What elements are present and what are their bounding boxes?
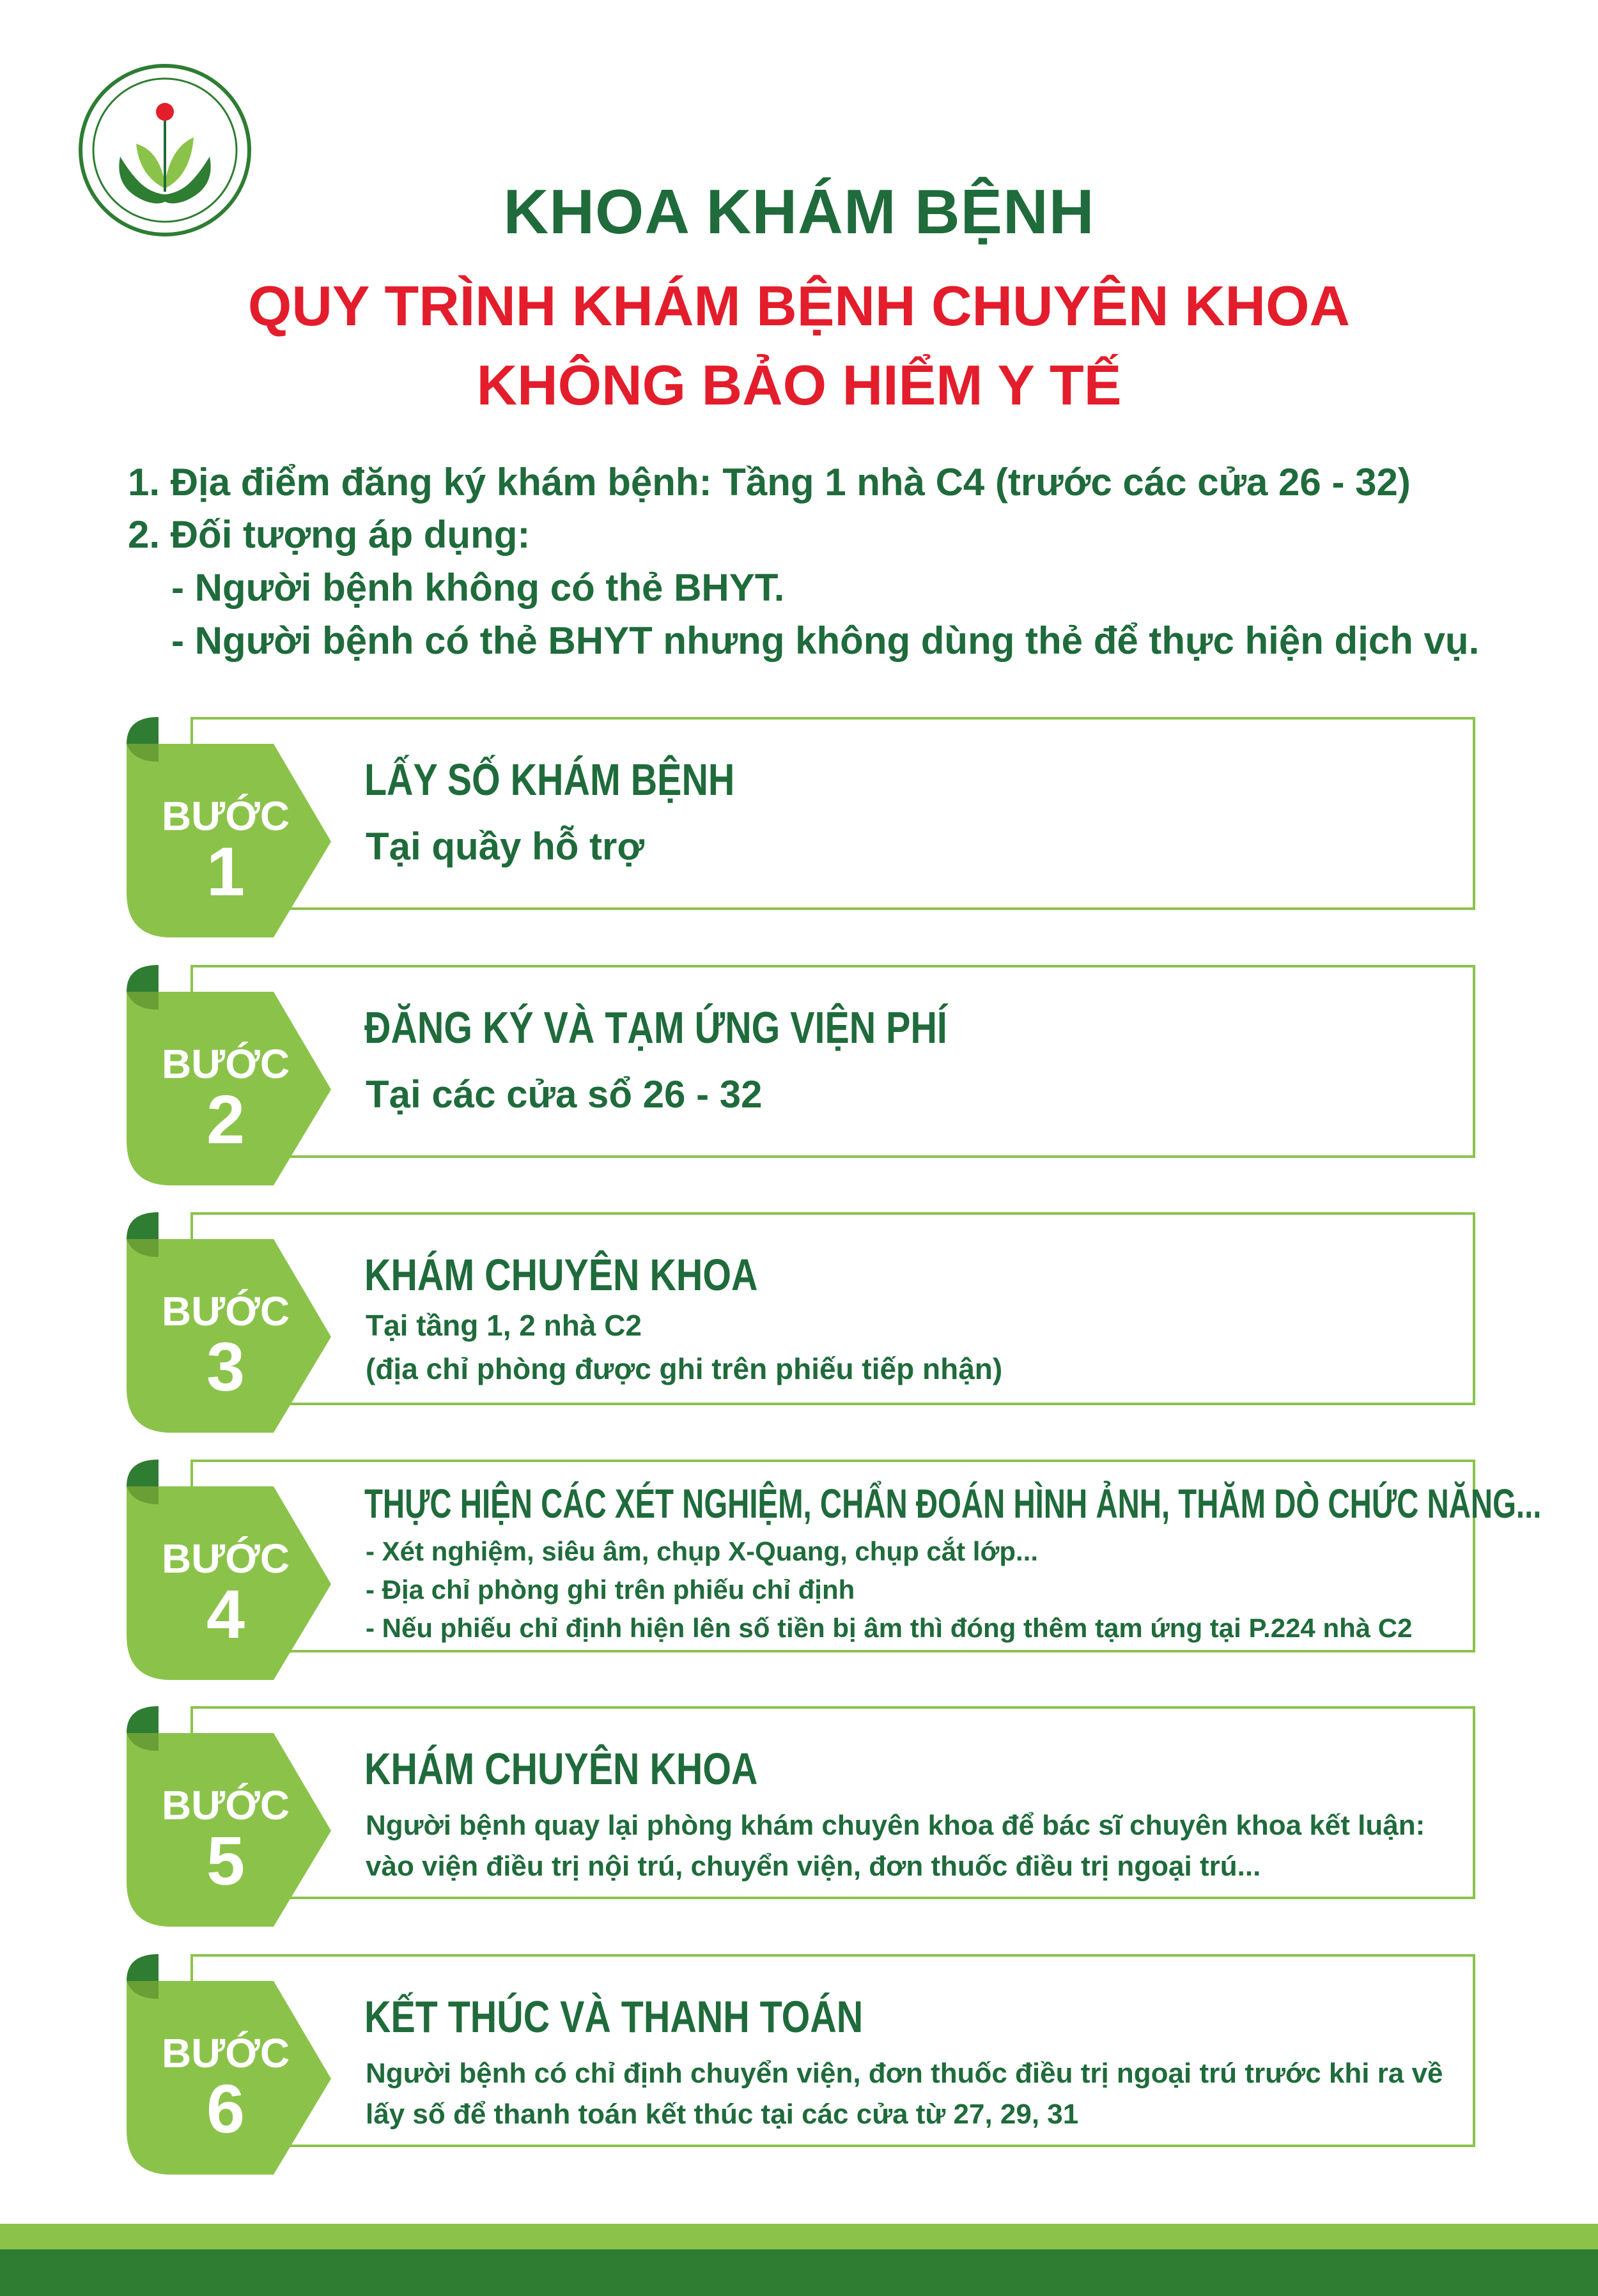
step-title: KẾT THÚC VÀ THANH TOÁN [364, 1992, 864, 2042]
step-line: Tại tầng 1, 2 nhà C2 [366, 1309, 642, 1342]
step-title: LẤY SỐ KHÁM BỆNH [364, 755, 735, 805]
step-5 [127, 1706, 1475, 1927]
step-line: - Địa chỉ phòng ghi trên phiếu chỉ định [366, 1575, 855, 1605]
step-number: 1 [206, 833, 245, 910]
step-line: - Xét nghiệm, siêu âm, chụp X-Quang, chụp cắt lớp... [366, 1536, 1038, 1566]
footer-band-light [0, 2224, 1598, 2249]
step-word: BƯỚC [161, 1288, 290, 1334]
registration-location: 1. Địa điểm đăng ký khám bệnh: Tầng 1 nhà C4 (trước các cửa 26 - 32) [128, 461, 1411, 504]
step-line: Người bệnh quay lại phòng khám chuyên khoa để bác sĩ chuyên khoa kết luận: [366, 1810, 1425, 1841]
step-number: 3 [206, 1328, 245, 1405]
step-box [190, 717, 1475, 910]
step-1 [127, 717, 1475, 937]
step-title: THỰC HIỆN CÁC XÉT NGHIỆM, CHẨN ĐOÁN HÌNH ẢNH, THĂM DÒ CHỨC NĂNG... [364, 1481, 1542, 1527]
step-title: KHÁM CHUYÊN KHOA [364, 1744, 758, 1794]
step-title: KHÁM CHUYÊN KHOA [364, 1250, 758, 1300]
step-line: - Nếu phiếu chỉ định hiện lên số tiền bị âm thì đóng thêm tạm ứng tại P.224 nhà C2 [366, 1613, 1413, 1643]
footer-band-dark [0, 2249, 1598, 2296]
step-word: BƯỚC [161, 1782, 290, 1828]
step-number: 4 [206, 1575, 245, 1653]
step-box [190, 965, 1475, 1158]
step-4 [127, 1460, 1542, 1680]
department-title: KHOA KHÁM BỆNH [503, 176, 1095, 247]
step-line: (địa chỉ phòng được ghi trên phiếu tiếp nhận) [366, 1352, 1003, 1385]
step-word: BƯỚC [161, 2030, 290, 2076]
step-line: vào viện điều trị nội trú, chuyển viện, đơn thuốc điều trị ngoại trú... [366, 1851, 1261, 1882]
procedure-title-line-1: QUY TRÌNH KHÁM BỆNH CHUYÊN KHOA [247, 274, 1351, 337]
step-word: BƯỚC [161, 1536, 290, 1582]
subject-item-2: - Người bệnh có thẻ BHYT nhưng không dùng thẻ để thực hiện dịch vụ. [171, 619, 1480, 662]
step-2 [127, 965, 1475, 1185]
step-subtitle: Tại các cửa sổ 26 - 32 [366, 1073, 763, 1116]
procedure-title-line-2: KHÔNG BẢO HIỂM Y TẾ [476, 353, 1122, 417]
subject-item-1: - Người bệnh không có thẻ BHYT. [171, 566, 785, 609]
step-title: ĐĂNG KÝ VÀ TẠM ỨNG VIỆN PHÍ [364, 1003, 947, 1052]
step-subtitle: Tại quầy hỗ trợ [366, 825, 645, 868]
step-word: BƯỚC [161, 1041, 290, 1087]
step-line: lấy số để thanh toán kết thúc tại các cửa từ 27, 29, 31 [366, 2099, 1079, 2130]
step-number: 2 [206, 1081, 245, 1158]
subjects-label: 2. Đối tượng áp dụng: [128, 513, 531, 556]
step-word: BƯỚC [161, 793, 290, 839]
step-6 [127, 1954, 1475, 2175]
step-line: Người bệnh có chỉ định chuyển viện, đơn thuốc điều trị ngoại trú trước khi ra về [366, 2058, 1443, 2089]
step-3 [127, 1212, 1475, 1433]
step-number: 5 [206, 1822, 245, 1899]
step-number: 6 [206, 2070, 245, 2147]
